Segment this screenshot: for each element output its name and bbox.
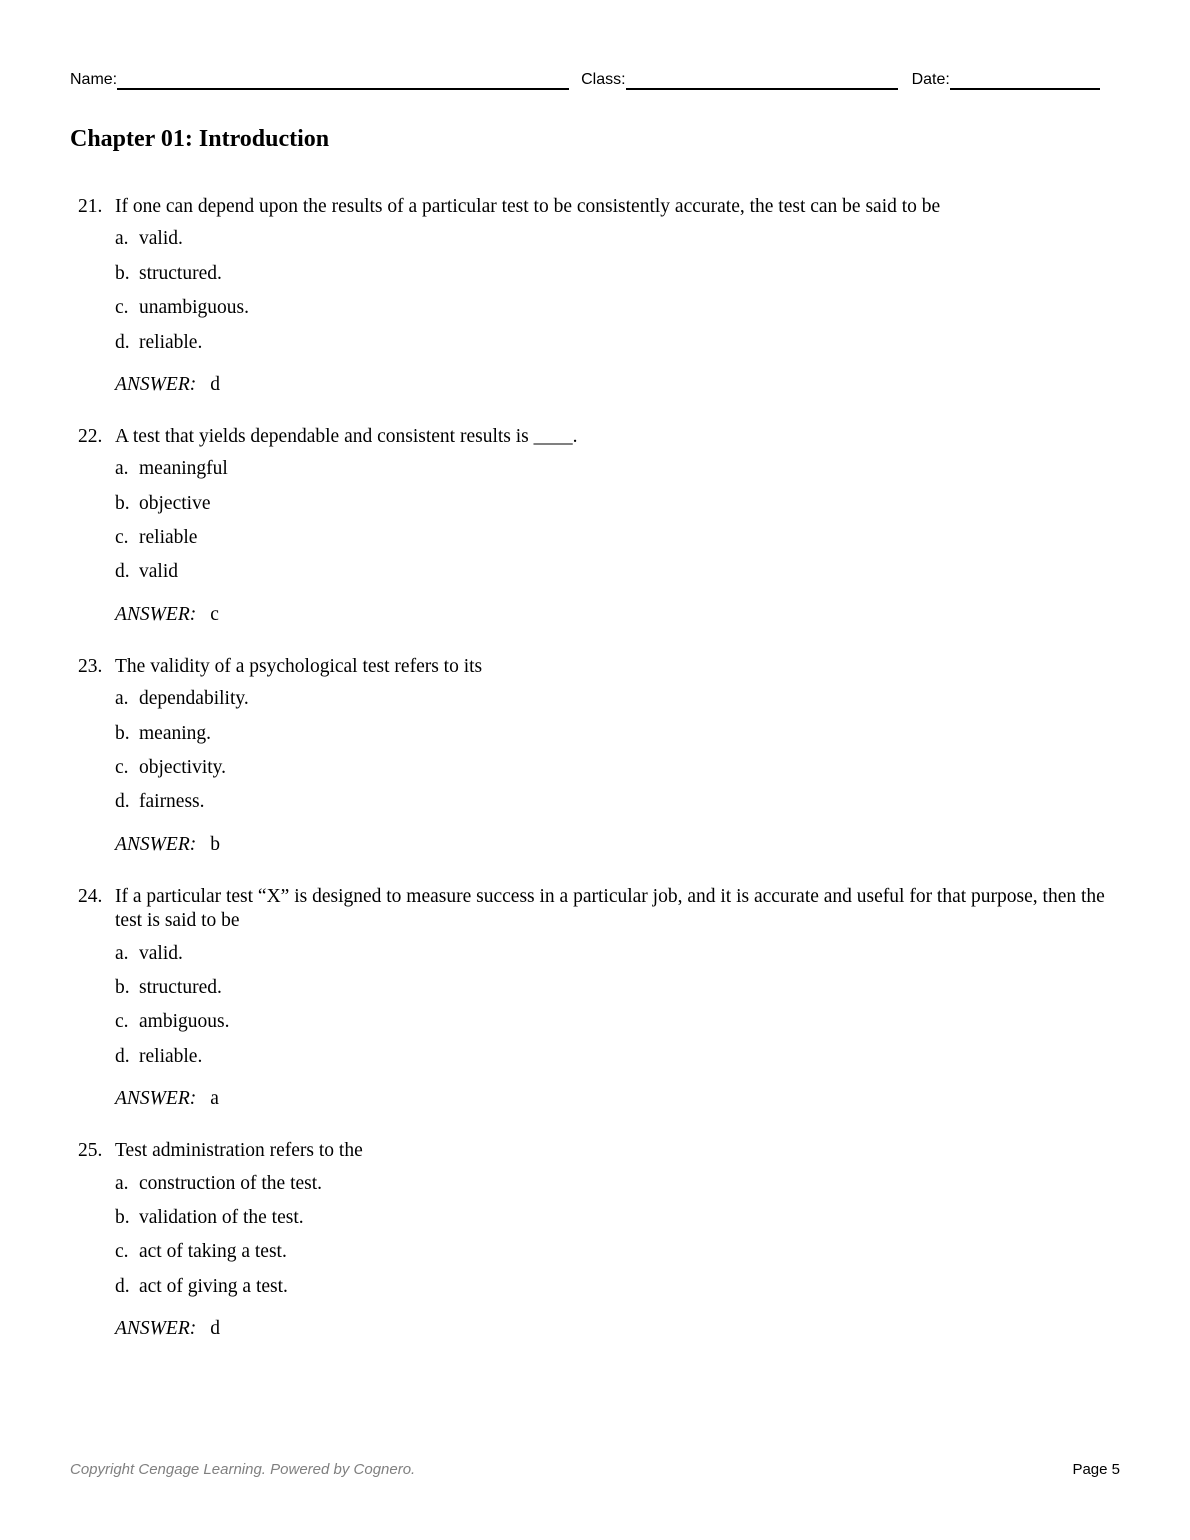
answer-value: d <box>210 373 220 395</box>
option-letter: a. <box>115 942 129 964</box>
footer <box>70 1461 1120 1478</box>
question <box>70 1139 1120 1340</box>
option-text: reliable. <box>139 331 203 353</box>
name-label: Name: <box>70 71 118 88</box>
page-title: Chapter 01: Introduction <box>70 126 330 152</box>
option-text: validation of the test. <box>139 1206 304 1228</box>
class-label: Class: <box>581 71 626 88</box>
option-text: reliable. <box>139 1045 203 1067</box>
option-letter: a. <box>115 228 129 250</box>
option-text: meaningful <box>139 458 228 480</box>
option <box>115 976 1120 999</box>
answer-line <box>70 834 1120 856</box>
option-letter: b. <box>115 976 130 998</box>
question-text: If a particular test “X” is designed to measure success in a particular job, and it is accurate and useful for that purpose, then the test is said to be <box>115 885 1105 932</box>
option <box>115 687 1120 710</box>
option <box>115 1045 1120 1068</box>
options <box>70 687 1120 814</box>
option-letter: b. <box>115 262 130 284</box>
options <box>70 1172 1120 1299</box>
option <box>115 457 1120 480</box>
option <box>115 1240 1120 1263</box>
option-letter: b. <box>115 722 130 744</box>
question <box>70 655 1120 856</box>
question <box>70 885 1120 1110</box>
option-text: fairness. <box>139 791 205 813</box>
option <box>115 1010 1120 1033</box>
option-text: meaning. <box>139 722 212 744</box>
option-letter: b. <box>115 1206 130 1228</box>
option <box>115 262 1120 285</box>
option <box>115 722 1120 745</box>
option-text: reliable <box>139 527 198 549</box>
option-letter: c. <box>115 757 129 779</box>
question <box>70 425 1120 626</box>
answer-line <box>70 604 1120 626</box>
option-text: ambiguous. <box>139 1011 230 1033</box>
option-letter: c. <box>115 1241 129 1263</box>
question-line <box>70 1139 1120 1163</box>
option-letter: c. <box>115 527 129 549</box>
answer-value: c <box>210 603 219 625</box>
question-number: 24. <box>78 885 103 907</box>
question-number: 22. <box>78 425 103 447</box>
option <box>115 331 1120 354</box>
option-letter: d. <box>115 561 130 583</box>
question-text: A test that yields dependable and consistent results is ____. <box>115 425 578 447</box>
question-text: The validity of a psychological test refers to its <box>115 655 483 677</box>
option-text: valid <box>139 561 178 583</box>
answer-line <box>70 374 1120 396</box>
answer-value: b <box>210 833 220 855</box>
option-letter: c. <box>115 1011 129 1033</box>
answer-label: ANSWER: <box>115 373 197 395</box>
option-text: structured. <box>139 976 222 998</box>
option-text: construction of the test. <box>139 1172 323 1194</box>
answer-value: d <box>210 1318 220 1340</box>
option <box>115 942 1120 965</box>
question-line <box>70 885 1120 934</box>
option-letter: a. <box>115 688 129 710</box>
date-blank-line <box>950 70 1100 90</box>
class-blank-line <box>626 70 898 90</box>
question-line <box>70 655 1120 679</box>
date-label: Date: <box>911 71 950 88</box>
option-letter: d. <box>115 791 130 813</box>
option <box>115 560 1120 583</box>
option-text: unambiguous. <box>139 297 249 319</box>
option <box>115 526 1120 549</box>
option-text: valid. <box>139 942 183 964</box>
option-text: objectivity. <box>139 757 227 779</box>
option <box>115 1206 1120 1229</box>
option-letter: d. <box>115 331 130 353</box>
option <box>115 756 1120 779</box>
answer-line <box>70 1318 1120 1340</box>
answer-label: ANSWER: <box>115 1088 197 1110</box>
options <box>70 227 1120 354</box>
answer-line <box>70 1088 1120 1110</box>
option-letter: a. <box>115 458 129 480</box>
options <box>70 457 1120 584</box>
option <box>115 492 1120 515</box>
options <box>70 942 1120 1069</box>
option-text: objective <box>139 492 211 514</box>
page-number: Page 5 <box>1072 1461 1120 1478</box>
option-letter: c. <box>115 297 129 319</box>
answer-label: ANSWER: <box>115 1318 197 1340</box>
option-text: act of taking a test. <box>139 1241 287 1263</box>
questions <box>70 195 1120 1340</box>
question-line <box>70 425 1120 449</box>
option <box>115 1275 1120 1298</box>
question-line <box>70 195 1120 219</box>
option <box>115 1172 1120 1195</box>
header-row <box>70 68 1120 90</box>
question-number: 23. <box>78 655 103 677</box>
option-letter: a. <box>115 1172 129 1194</box>
option-text: valid. <box>139 228 183 250</box>
option-letter: b. <box>115 492 130 514</box>
answer-label: ANSWER: <box>115 603 197 625</box>
question-text: If one can depend upon the results of a particular test to be consistently accurate, the test can be said to be <box>115 196 941 217</box>
copyright-text: Copyright Cengage Learning. Powered by Cognero. <box>70 1461 416 1478</box>
option-letter: d. <box>115 1275 130 1297</box>
option <box>115 227 1120 250</box>
option-letter: d. <box>115 1045 130 1067</box>
name-blank-line <box>117 70 569 90</box>
option-text: structured. <box>139 262 222 284</box>
question-text: Test administration refers to the <box>115 1140 363 1162</box>
question <box>70 195 1120 396</box>
option-text: dependability. <box>139 688 249 710</box>
question-number: 25. <box>78 1140 103 1162</box>
option <box>115 296 1120 319</box>
answer-label: ANSWER: <box>115 833 197 855</box>
option-text: act of giving a test. <box>139 1275 288 1297</box>
question-number: 21. <box>78 196 103 217</box>
option <box>115 790 1120 813</box>
answer-value: a <box>210 1088 219 1110</box>
